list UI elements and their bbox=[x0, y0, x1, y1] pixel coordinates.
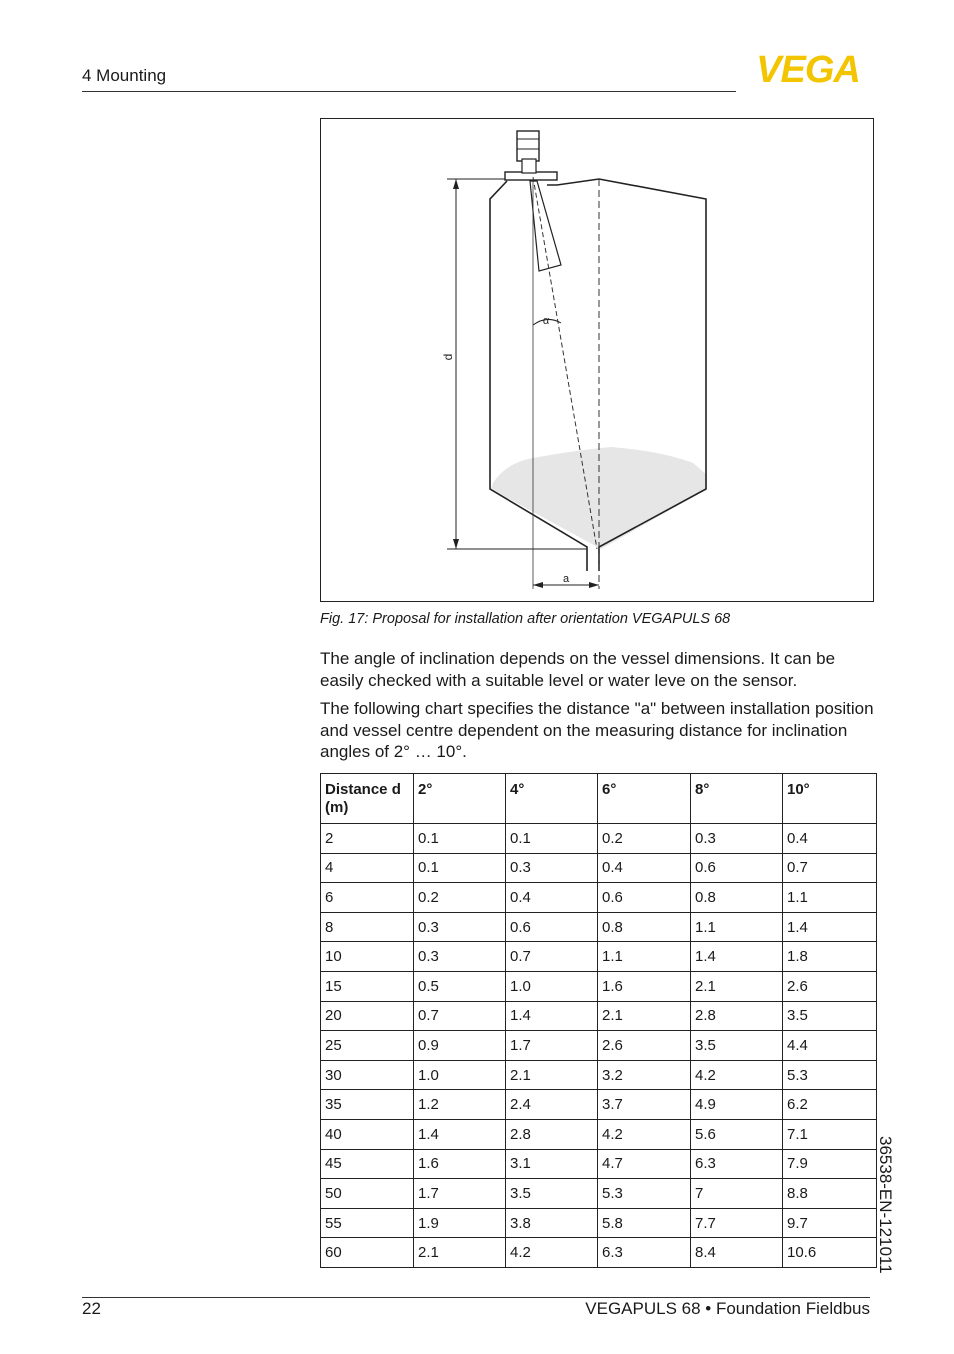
distance-cell: 60 bbox=[321, 1238, 414, 1268]
distance-cell: 6 bbox=[321, 883, 414, 913]
distance-cell: 4 bbox=[321, 853, 414, 883]
offset-cell: 1.6 bbox=[598, 971, 691, 1001]
offset-cell: 0.2 bbox=[598, 824, 691, 854]
offset-cell: 10.6 bbox=[783, 1238, 877, 1268]
offset-cell: 1.0 bbox=[414, 1060, 506, 1090]
offset-cell: 2.8 bbox=[691, 1001, 783, 1031]
document-code: 36538-EN-121011 bbox=[876, 1136, 895, 1274]
offset-cell: 2.1 bbox=[598, 1001, 691, 1031]
page-number: 22 bbox=[82, 1299, 101, 1318]
table-row bbox=[321, 1090, 877, 1120]
offset-cell: 0.8 bbox=[598, 912, 691, 942]
offset-cell: 0.1 bbox=[414, 824, 506, 854]
distance-cell: 40 bbox=[321, 1119, 414, 1149]
offset-cell: 3.7 bbox=[598, 1090, 691, 1120]
document-title: VEGAPULS 68 • Foundation Fieldbus bbox=[585, 1299, 870, 1318]
offset-cell: 0.3 bbox=[414, 942, 506, 972]
table-row bbox=[321, 942, 877, 972]
distance-cell: 45 bbox=[321, 1149, 414, 1179]
angle-label: α bbox=[542, 315, 550, 327]
offset-cell: 3.8 bbox=[506, 1208, 598, 1238]
distance-cell: 35 bbox=[321, 1090, 414, 1120]
offset-cell: 5.3 bbox=[598, 1179, 691, 1209]
offset-cell: 7.7 bbox=[691, 1208, 783, 1238]
sensor-housing bbox=[517, 131, 539, 161]
offset-cell: 1.9 bbox=[414, 1208, 506, 1238]
offset-cell: 7.9 bbox=[783, 1149, 877, 1179]
offset-cell: 3.5 bbox=[783, 1001, 877, 1031]
distance-cell: 30 bbox=[321, 1060, 414, 1090]
distance-cell: 2 bbox=[321, 824, 414, 854]
vega-logo bbox=[742, 50, 874, 86]
offset-cell: 1.4 bbox=[506, 1001, 598, 1031]
distance-cell: 8 bbox=[321, 912, 414, 942]
table-row bbox=[321, 1060, 877, 1090]
distance-cell: 10 bbox=[321, 942, 414, 972]
offset-cell: 1.6 bbox=[414, 1149, 506, 1179]
paragraph-inclination: The angle of inclination depends on the vessel dimensions. It can be easily checked with a suitable level or water leve on the sensor. bbox=[320, 649, 836, 690]
offset-cell: 9.7 bbox=[783, 1208, 877, 1238]
vessel-diagram bbox=[321, 119, 875, 603]
distance-cell: 25 bbox=[321, 1031, 414, 1061]
table-row bbox=[321, 1119, 877, 1149]
table-header-row bbox=[321, 774, 877, 824]
table-row bbox=[321, 1001, 877, 1031]
offset-cell: 2.8 bbox=[506, 1119, 598, 1149]
offset-cell: 0.7 bbox=[414, 1001, 506, 1031]
column-header: 10° bbox=[783, 774, 877, 824]
offset-cell: 1.1 bbox=[691, 912, 783, 942]
offset-cell: 2.1 bbox=[506, 1060, 598, 1090]
offset-cell: 4.2 bbox=[691, 1060, 783, 1090]
offset-cell: 0.8 bbox=[691, 883, 783, 913]
offset-cell: 1.0 bbox=[506, 971, 598, 1001]
offset-cell: 5.6 bbox=[691, 1119, 783, 1149]
header-rule bbox=[82, 91, 736, 92]
distance-cell: 55 bbox=[321, 1208, 414, 1238]
figure-caption: Fig. 17: Proposal for installation after orientation VEGAPULS 68 bbox=[320, 611, 731, 627]
offset-cell: 4.7 bbox=[598, 1149, 691, 1179]
offset-cell: 0.3 bbox=[506, 853, 598, 883]
offset-cell: 0.6 bbox=[691, 853, 783, 883]
offset-cell: 0.6 bbox=[598, 883, 691, 913]
offset-cell: 0.9 bbox=[414, 1031, 506, 1061]
footer-rule bbox=[82, 1297, 870, 1298]
offset-cell: 4.4 bbox=[783, 1031, 877, 1061]
offset-cell: 6.3 bbox=[598, 1238, 691, 1268]
header-section-title: 4 Mounting bbox=[82, 66, 167, 85]
offset-cell: 0.3 bbox=[691, 824, 783, 854]
offset-cell: 0.3 bbox=[414, 912, 506, 942]
paragraph-chart-intro: The following chart specifies the distance "a" between installation position and vessel centre dependent on the measuring distance for inclination angles of 2° … 10°. bbox=[320, 699, 874, 761]
column-header: 8° bbox=[691, 774, 783, 824]
table-row bbox=[321, 853, 877, 883]
offset-cell: 2.4 bbox=[506, 1090, 598, 1120]
table-row bbox=[321, 912, 877, 942]
offset-cell: 5.8 bbox=[598, 1208, 691, 1238]
offset-cell: 1.8 bbox=[783, 942, 877, 972]
offset-cell: 7.1 bbox=[783, 1119, 877, 1149]
offset-cell: 2.6 bbox=[783, 971, 877, 1001]
table-row bbox=[321, 883, 877, 913]
table-row bbox=[321, 1149, 877, 1179]
horn-antenna bbox=[530, 181, 561, 271]
offset-cell: 0.4 bbox=[506, 883, 598, 913]
offset-cell: 0.2 bbox=[414, 883, 506, 913]
offset-cell: 3.5 bbox=[691, 1031, 783, 1061]
distance-cell: 50 bbox=[321, 1179, 414, 1209]
offset-cell: 1.4 bbox=[783, 912, 877, 942]
table-row bbox=[321, 1238, 877, 1268]
offset-cell: 6.2 bbox=[783, 1090, 877, 1120]
offset-cell: 3.2 bbox=[598, 1060, 691, 1090]
distance-a-label: a bbox=[562, 573, 570, 585]
offset-cell: 6.3 bbox=[691, 1149, 783, 1179]
offset-cell: 4.2 bbox=[598, 1119, 691, 1149]
offset-cell: 0.1 bbox=[414, 853, 506, 883]
offset-cell: 8.4 bbox=[691, 1238, 783, 1268]
offset-cell: 0.7 bbox=[506, 942, 598, 972]
offset-cell: 3.1 bbox=[506, 1149, 598, 1179]
offset-cell: 3.5 bbox=[506, 1179, 598, 1209]
column-header: 4° bbox=[506, 774, 598, 824]
distance-cell: 20 bbox=[321, 1001, 414, 1031]
offset-cell: 0.1 bbox=[506, 824, 598, 854]
offset-cell: 4.2 bbox=[506, 1238, 598, 1268]
offset-cell: 1.1 bbox=[783, 883, 877, 913]
offset-cell: 5.3 bbox=[783, 1060, 877, 1090]
table-row bbox=[321, 1179, 877, 1209]
installation-figure bbox=[320, 118, 874, 602]
offset-cell: 1.2 bbox=[414, 1090, 506, 1120]
offset-cell: 7 bbox=[691, 1179, 783, 1209]
distance-table bbox=[320, 773, 877, 1268]
column-header: 2° bbox=[414, 774, 506, 824]
offset-cell: 1.4 bbox=[691, 942, 783, 972]
offset-cell: 4.9 bbox=[691, 1090, 783, 1120]
offset-cell: 0.5 bbox=[414, 971, 506, 1001]
distance-cell: 15 bbox=[321, 971, 414, 1001]
offset-cell: 1.7 bbox=[506, 1031, 598, 1061]
table-row bbox=[321, 971, 877, 1001]
offset-cell: 0.6 bbox=[506, 912, 598, 942]
offset-cell: 2.1 bbox=[414, 1238, 506, 1268]
table-row bbox=[321, 824, 877, 854]
table-row bbox=[321, 1031, 877, 1061]
table-row bbox=[321, 1208, 877, 1238]
offset-cell: 0.4 bbox=[783, 824, 877, 854]
offset-cell: 2.1 bbox=[691, 971, 783, 1001]
column-header: 6° bbox=[598, 774, 691, 824]
offset-cell: 0.4 bbox=[598, 853, 691, 883]
offset-cell: 2.6 bbox=[598, 1031, 691, 1061]
sensor-neck bbox=[522, 159, 536, 173]
offset-cell: 1.1 bbox=[598, 942, 691, 972]
vega-logo-text: VEGA bbox=[756, 50, 860, 86]
offset-cell: 8.8 bbox=[783, 1179, 877, 1209]
offset-cell: 1.4 bbox=[414, 1119, 506, 1149]
offset-cell: 0.7 bbox=[783, 853, 877, 883]
offset-cell: 1.7 bbox=[414, 1179, 506, 1209]
column-header: Distance d (m) bbox=[321, 774, 414, 824]
table-body bbox=[321, 824, 877, 1268]
distance-d-label: d bbox=[441, 353, 455, 361]
